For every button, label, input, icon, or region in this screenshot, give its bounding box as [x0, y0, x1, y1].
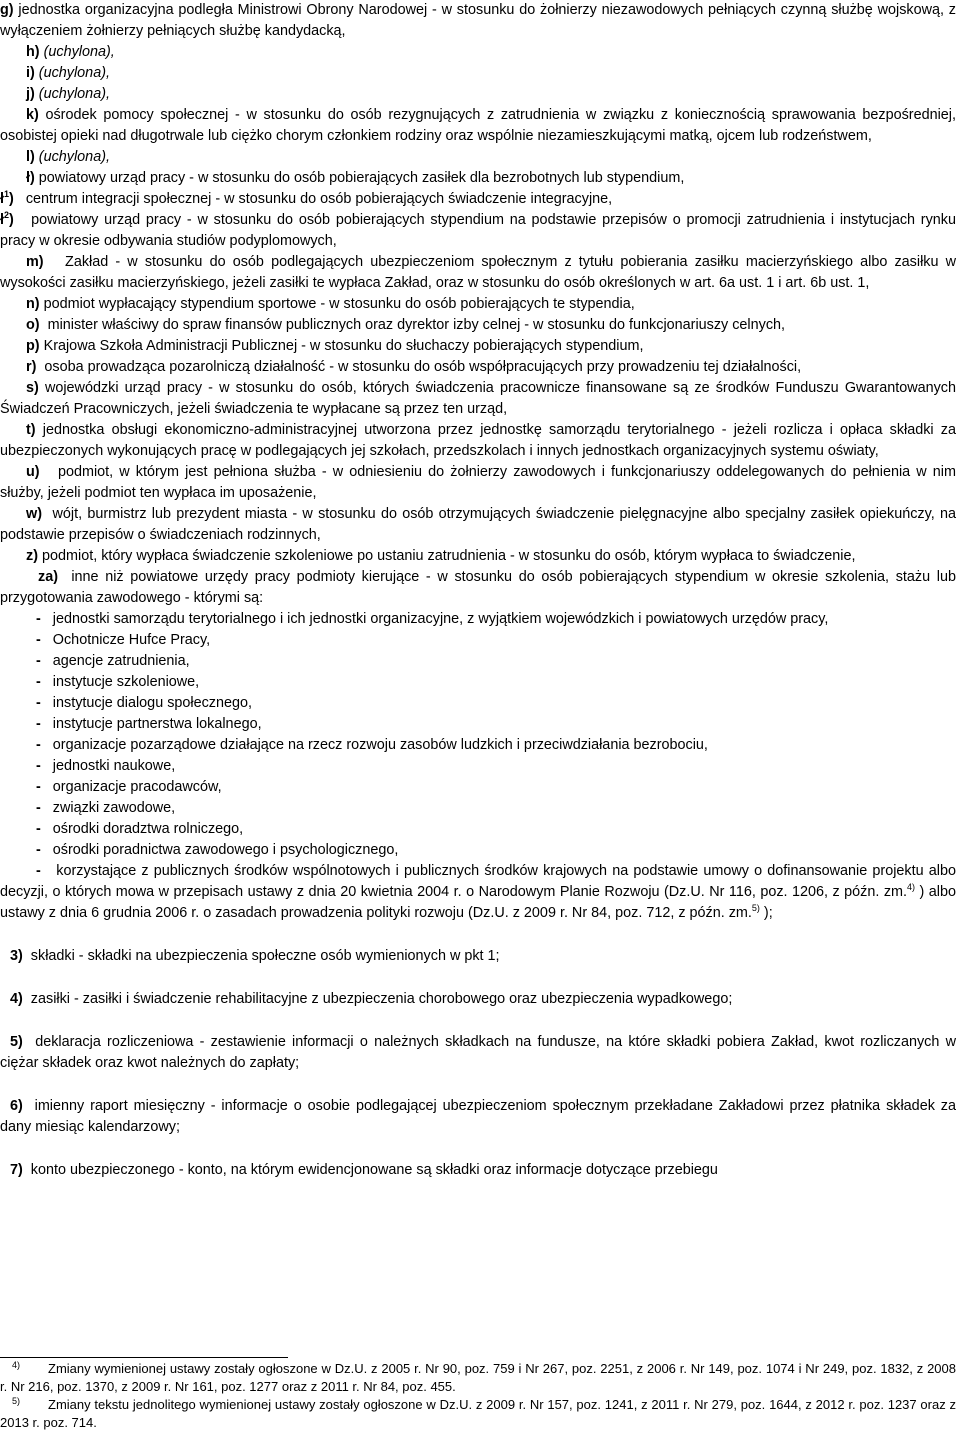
item-text: (uchylona), — [38, 149, 110, 165]
item-text: wójt, burmistrz lub prezydent miasta - w stosunku do osób otrzymujących świadczenie pielęgnacyjne albo specjalny zasiłek opiekuńczy, na podstawie przepisów o świadczeniach rodzinnych, — [0, 506, 956, 543]
dash-symbol: - — [36, 632, 41, 648]
dash-item — [0, 735, 956, 756]
item-label-close: ) — [9, 191, 14, 207]
item-label: ł) — [26, 170, 35, 186]
item-r — [0, 357, 956, 378]
dash-item — [0, 777, 956, 798]
item-text: jednostka obsługi ekonomiczno-administracyjnej utworzona przez jednostkę samorządu terytorialnego - jeżeli rozlicza i opłaca składki za ubezpieczonych wykonujących pracę w podlegających jej szkołach, przedszkolach i innych jednostkach organizacyjnych systemu oświaty, — [0, 422, 956, 459]
dash-list — [0, 609, 956, 924]
item-l-stroke — [0, 168, 956, 189]
dash-item — [0, 756, 956, 777]
dash-symbol: - — [36, 674, 41, 690]
item-p — [0, 336, 956, 357]
item-text: osoba prowadząca pozarolniczą działalność - w stosunku do osób współpracujących przy prowadzeniu tej działalności, — [44, 359, 802, 375]
footnote-mark: 5) — [12, 1395, 21, 1406]
item-text: podmiot, który wypłaca świadczenie szkoleniowe po ustaniu zatrudnienia - w stosunku do osób, którym wypłaca to świadczenie, — [42, 548, 856, 564]
definition-6 — [0, 1096, 956, 1138]
dash-text: instytucje partnerstwa lokalnego, — [52, 716, 262, 732]
dash-item — [0, 609, 956, 630]
item-z — [0, 546, 956, 567]
item-label: o) — [26, 317, 40, 333]
item-label: m) — [26, 254, 44, 270]
item-text: inne niż powiatowe urzędy pracy podmioty kierujące - w stosunku do osób pobierających stypendium w okresie szkolenia, stażu lub przygotowania zawodowego - którymi są: — [0, 569, 956, 606]
footnote-5 — [0, 1396, 956, 1432]
definition-number: 6) — [10, 1098, 23, 1114]
definition-number: 3) — [10, 948, 23, 964]
item-label: i) — [26, 65, 35, 81]
item-label: z) — [26, 548, 38, 564]
dash-text: korzystające z publicznych środków wspólnotowych i publicznych środków krajowych na podstawie umowy o dofinansowanie projektu albo decyzji, o których mowa w przepisach ustawy z dnia 20 kwietnia 2004 r. o Narodowym Planie Rozwoju (Dz.U. Nr 116, poz. 1206, z późn. zm. — [0, 863, 956, 900]
item-text: powiatowy urząd pracy - w stosunku do osób pobierających stypendium na podstawie przepisów o promocji zatrudnienia i instytucjach rynku pracy w okresie odbywania studiów podyplomowych, — [0, 212, 956, 249]
dash-item — [0, 819, 956, 840]
item-text: minister właściwy do spraw finansów publicznych oraz dyrektor izby celnej - w stosunku do funkcjonariuszy celnych, — [47, 317, 786, 333]
item-i — [0, 63, 956, 84]
item-label: n) — [26, 296, 40, 312]
numbered-definitions — [0, 946, 956, 1181]
dash-item — [0, 693, 956, 714]
dash-text: instytucje szkoleniowe, — [52, 674, 200, 690]
definition-4 — [0, 989, 956, 1010]
definition-text: imienny raport miesięczny - informacje o osobie podlegającej ubezpieczeniom społecznym przekładane Zakładowi przez płatnika składek za dany miesiąc kalendarzowy; — [0, 1098, 956, 1135]
dash-text: jednostki naukowe, — [52, 758, 176, 774]
definition-number: 7) — [10, 1162, 23, 1178]
item-l-stroke-2 — [0, 210, 956, 252]
footnote-ref: 5) — [751, 903, 760, 914]
dash-symbol: - — [36, 779, 41, 795]
footnote-4 — [0, 1360, 956, 1396]
item-s — [0, 378, 956, 420]
item-text: ośrodek pomocy społecznej - w stosunku do osób rezygnujących z zatrudnienia w związku z koniecznością sprawowania bezpośredniej, osobistej opieki nad długotrwale lub ciężko chorym członkiem rodziny oraz wspólnie niezamieszkującymi matką, ojcem lub rodzeństwem, — [0, 107, 957, 144]
item-l — [0, 147, 956, 168]
item-text: podmiot wypłacający stypendium sportowe - w stosunku do osób pobierających te stypendia, — [43, 296, 635, 312]
dash-text: agencje zatrudnienia, — [52, 653, 190, 669]
footnote-ref: 4) — [907, 882, 916, 893]
item-h — [0, 42, 956, 63]
dash-item — [0, 714, 956, 735]
dash-item — [0, 630, 956, 651]
item-u — [0, 462, 956, 504]
dash-item-last — [0, 861, 956, 924]
dash-text: organizacje pozarządowe działające na rzecz rozwoju zasobów ludzkich i przeciwdziałania bezrobociu, — [52, 737, 708, 753]
definition-text: deklaracja rozliczeniowa - zestawienie informacji o należnych składkach na fundusze, na które składki pobiera Zakład, kwot rozliczanych w ciężar składek oraz kwot należnych do zapłaty; — [0, 1034, 956, 1071]
item-text: jednostka organizacyjna podległa Ministrowi Obrony Narodowej - w stosunku do żołnierzy niezawodowych pełniących czynną służbę wojskową, z wyłączeniem żołnierzy pełniących służbę kandydacką, — [0, 2, 956, 39]
footnote-text: Zmiany wymienionej ustawy zostały ogłoszone w Dz.U. z 2005 r. Nr 90, poz. 759 i Nr 267, poz. 2251, z 2006 r. Nr 149, poz. 1074 i Nr 249, poz. 1832, z 2008 r. Nr 216, poz. 1370, z 2009 r. Nr 161, poz. 1277 oraz z 2011 r. Nr 84, poz. 455. — [0, 1361, 956, 1394]
item-label: k) — [26, 107, 39, 123]
item-text: (uchylona), — [43, 44, 115, 60]
item-label: u) — [26, 464, 40, 480]
item-t — [0, 420, 956, 462]
item-label-sup: 2 — [4, 210, 10, 221]
definition-text: składki - składki na ubezpieczenia społeczne osób wymienionych w pkt 1; — [30, 948, 500, 964]
footnote-mark: 4) — [12, 1359, 21, 1370]
dash-text: Ochotnicze Hufce Pracy, — [52, 632, 211, 648]
dash-text: ośrodki doradztwa rolniczego, — [52, 821, 244, 837]
item-text: centrum integracji społecznej - w stosunku do osób pobierających świadczenie integracyjne, — [25, 191, 613, 207]
item-n — [0, 294, 956, 315]
footnote-text: Zmiany tekstu jednolitego wymienionej ustawy zostały ogłoszone w Dz.U. z 2009 r. Nr 157, poz. 1241, z 2011 r. Nr 279, poz. 1644, z 2012 r. poz. 1237 oraz z 2013 r. poz. 714. — [0, 1397, 956, 1430]
item-text: powiatowy urząd pracy - w stosunku do osób pobierających zasiłek dla bezrobotnych lub stypendium, — [38, 170, 685, 186]
item-label: g) — [0, 2, 14, 18]
dash-text: jednostki samorządu terytorialnego i ich jednostki organizacyjne, z wyjątkiem wojewódzkich i powiatowych urzędów pracy, — [52, 611, 829, 627]
dash-item — [0, 672, 956, 693]
definition-7 — [0, 1160, 956, 1181]
definition-text: zasiłki - zasiłki i świadczenie rehabilitacyjne z ubezpieczenia chorobowego oraz ubezpieczenia wypadkowego; — [30, 991, 733, 1007]
item-label: p) — [26, 338, 40, 354]
item-g — [0, 0, 956, 42]
item-label: ł — [0, 191, 4, 207]
definition-number: 5) — [10, 1034, 23, 1050]
definition-number: 4) — [10, 991, 23, 1007]
item-label: s) — [26, 380, 39, 396]
dash-symbol: - — [36, 821, 41, 837]
item-za — [0, 567, 956, 609]
footnote-divider — [0, 1357, 288, 1358]
item-label-sup: 1 — [4, 189, 10, 200]
item-w — [0, 504, 956, 546]
dash-item — [0, 798, 956, 819]
item-text: Zakład - w stosunku do osób podlegających ubezpieczeniom społecznym z tytułu pobierania zasiłku macierzyńskiego albo zasiłku w wysokości zasiłku macierzyńskiego, jeżeli zasiłki te wypłaca Zakład, oraz w stosunku do osób określonych w art. 6a ust. 1 i art. 6b ust. 1, — [0, 254, 957, 291]
dash-symbol: - — [36, 863, 41, 879]
dash-symbol: - — [36, 695, 41, 711]
item-label: za) — [38, 569, 58, 585]
item-text: (uchylona), — [38, 86, 110, 102]
item-text: wojewódzki urząd pracy - w stosunku do osób, których świadczenia pracownicze finansowane są ze środków Funduszu Gwarantowanych Świadczeń Pracowniczych, jeżeli świadczenia te wypłacane są przez ten urząd, — [0, 380, 956, 417]
item-label: j) — [26, 86, 35, 102]
dash-symbol: - — [36, 653, 41, 669]
dash-symbol: - — [36, 737, 41, 753]
dash-symbol: - — [36, 716, 41, 732]
item-label: r) — [26, 359, 37, 375]
footnotes — [0, 1357, 956, 1432]
dash-symbol: - — [36, 800, 41, 816]
item-m — [0, 252, 956, 294]
item-label: t) — [26, 422, 36, 438]
dash-symbol: - — [36, 758, 41, 774]
dash-text-cont: ) albo ustawy z dnia 6 grudnia 2006 r. o zasadach prowadzenia polityki rozwoju (Dz.U. z 2009 r. Nr 84, poz. 712, z późn. zm. — [0, 884, 956, 921]
item-k — [0, 105, 956, 147]
dash-symbol: - — [36, 842, 41, 858]
item-o — [0, 315, 956, 336]
item-text: Krajowa Szkoła Administracji Publicznej - w stosunku do słuchaczy pobierających stypendium, — [43, 338, 644, 354]
item-label: l) — [26, 149, 35, 165]
item-label-close: ) — [9, 212, 14, 228]
dash-text: związki zawodowe, — [52, 800, 176, 816]
dash-text: organizacje pracodawców, — [52, 779, 222, 795]
definition-text: konto ubezpieczonego - konto, na którym ewidencjonowane są składki oraz informacje dotyczące przebiegu — [30, 1162, 718, 1178]
item-label: w) — [26, 506, 42, 522]
item-text: (uchylona), — [38, 65, 110, 81]
item-text: podmiot, w którym jest pełniona służba - w odniesieniu do żołnierzy zawodowych i funkcjonariuszy oddelegowanych do pełnienia w nim służby, jeżeli podmiot ten wypłaca im uposażenie, — [0, 464, 956, 501]
item-label: h) — [26, 44, 40, 60]
definition-5 — [0, 1032, 956, 1074]
dash-item — [0, 651, 956, 672]
lettered-items — [0, 0, 956, 609]
item-label: ł — [0, 212, 4, 228]
dash-symbol: - — [36, 611, 41, 627]
definition-3 — [0, 946, 956, 967]
dash-text: ośrodki poradnictwa zawodowego i psychologicznego, — [52, 842, 399, 858]
dash-text-end: ); — [763, 905, 773, 921]
dash-item — [0, 840, 956, 861]
item-l-stroke-1 — [0, 189, 956, 210]
dash-text: instytucje dialogu społecznego, — [52, 695, 252, 711]
item-j — [0, 84, 956, 105]
